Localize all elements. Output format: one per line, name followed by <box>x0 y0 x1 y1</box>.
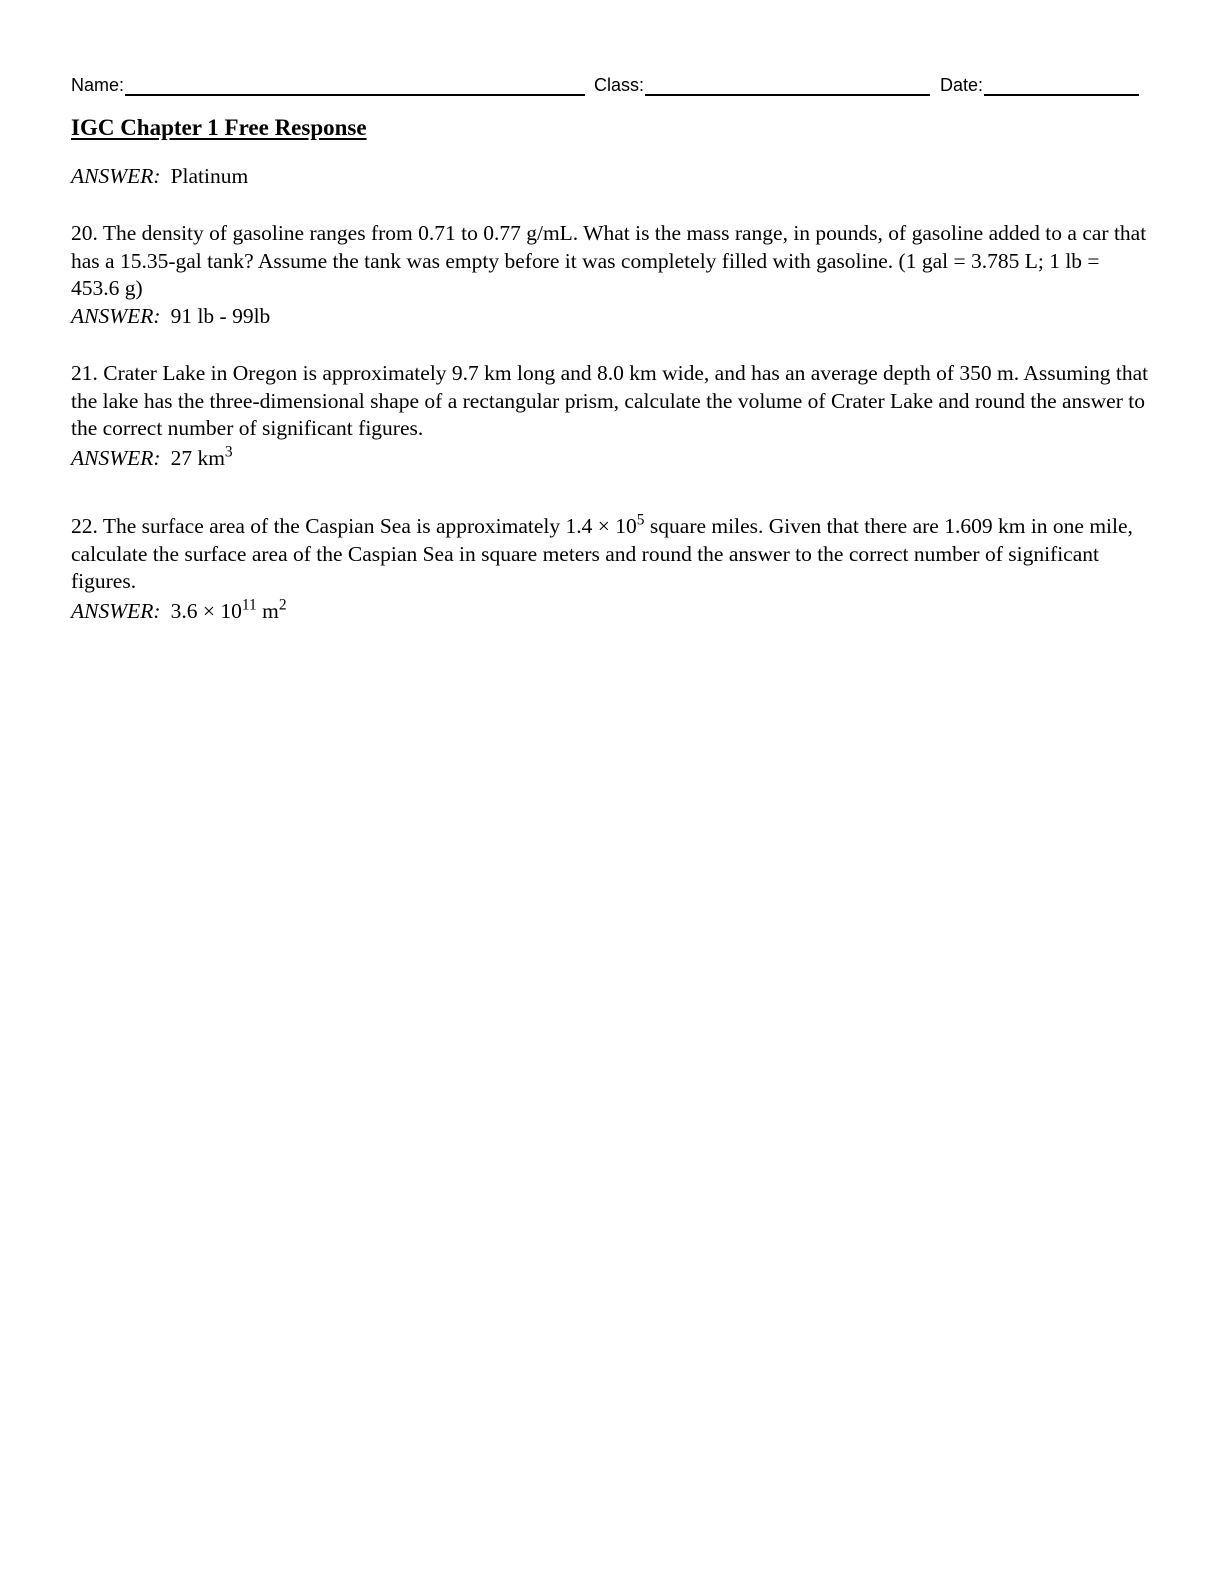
answer-value: 91 lb - 99lb <box>170 303 271 328</box>
answer-label: ANSWER: <box>71 303 161 328</box>
question-exponent: 5 <box>636 511 645 529</box>
question-number: 21. <box>71 361 98 385</box>
class-field[interactable] <box>594 72 930 96</box>
question-text <box>71 360 1151 443</box>
question-body-part2: square miles. Given that there are 1.609 km in one mile, calculate the surface area of the Caspian Sea in square meters and round the answer to the correct number of significant figures. <box>71 514 1133 593</box>
answer-label: ANSWER: <box>71 445 161 470</box>
date-label: Date: <box>940 75 984 95</box>
date-line[interactable] <box>984 74 1139 96</box>
name-line[interactable] <box>125 74 585 96</box>
question-number: 22. <box>71 514 98 538</box>
answer-base: 27 km <box>170 445 225 470</box>
answer-value <box>170 596 287 623</box>
question-body: The density of gasoline ranges from 0.71 to 0.77 g/mL. What is the mass range, in pounds, of gasoline added to a car that has a 15.35-gal tank? Assume the tank was empty before it was completely filled with gasoline. (1 gal = 3.785 L; 1 lb = 453.6 g) <box>71 221 1147 300</box>
class-label: Class: <box>594 75 645 95</box>
answer-block-0 <box>71 163 1151 191</box>
name-field[interactable] <box>71 72 585 96</box>
answer-exponent: 3 <box>224 443 233 460</box>
answer-value <box>170 443 233 470</box>
header-fields <box>71 72 1143 98</box>
question-text <box>71 220 1151 303</box>
question-text <box>71 513 1151 596</box>
answer-label: ANSWER: <box>71 164 161 188</box>
answer-line <box>71 445 1151 473</box>
answer-exponent-2: 2 <box>278 596 287 613</box>
answer-line <box>71 303 1151 331</box>
answer-line <box>71 598 1151 626</box>
document-title: IGC Chapter 1 Free Response <box>71 115 367 140</box>
answer-value: Platinum <box>170 164 249 188</box>
question-block-20 <box>71 220 1151 330</box>
class-line[interactable] <box>645 74 930 96</box>
question-number: 20. <box>71 221 98 245</box>
date-field[interactable] <box>940 72 1139 96</box>
answer-exponent-1: 11 <box>241 596 257 613</box>
answer-line <box>71 163 1151 191</box>
answer-label: ANSWER: <box>71 598 161 623</box>
name-label: Name: <box>71 75 125 95</box>
question-block-21 <box>71 360 1151 472</box>
answer-base: 3.6 × 10 <box>170 598 242 623</box>
answer-unit: m <box>256 598 279 623</box>
question-body-part1: The surface area of the Caspian Sea is approximately 1.4 × 10 <box>102 514 637 538</box>
question-body: Crater Lake in Oregon is approximately 9.7 km long and 8.0 km wide, and has an average depth of 350 m. Assuming that the lake has the three-dimensional shape of a rectangular prism, calculate the volume of Crater Lake and round the answer to the correct number of significant figures. <box>71 361 1149 440</box>
question-block-22 <box>71 513 1151 625</box>
